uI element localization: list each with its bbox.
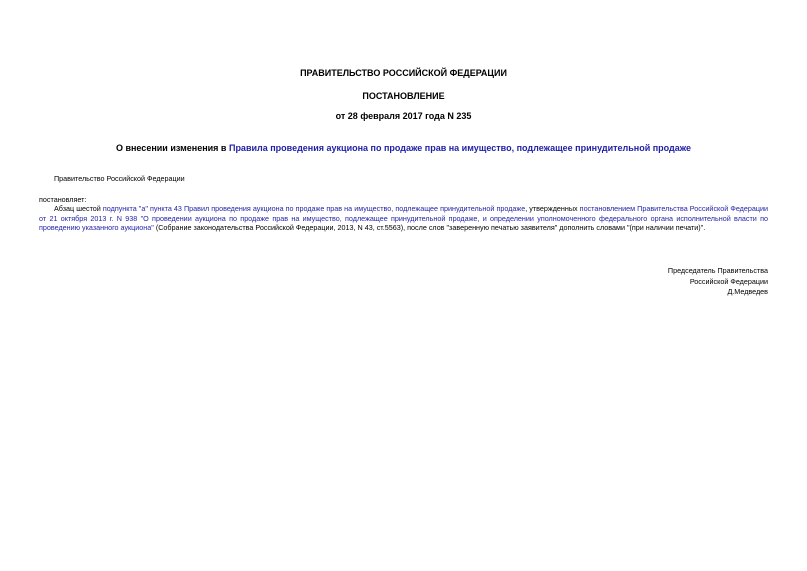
document-org-heading: ПРАВИТЕЛЬСТВО РОССИЙСКОЙ ФЕДЕРАЦИИ bbox=[300, 68, 507, 78]
document-title bbox=[0, 143, 807, 154]
document-type-heading: ПОСТАНОВЛЕНИЕ bbox=[362, 91, 445, 101]
issuer-text: Правительство Российской Федерации bbox=[54, 174, 185, 183]
resolves-text: постановляет: bbox=[39, 195, 87, 204]
signature-country: Российской Федерации bbox=[689, 276, 768, 286]
title-rules-link[interactable]: Правила проведения аукциона по продаже прав на имущество, подлежащее принудительной продаже bbox=[228, 143, 692, 153]
document-date-line: от 28 февраля 2017 года N 235 bbox=[335, 111, 472, 121]
signature-name: Д.Медведев bbox=[727, 287, 768, 296]
signature-position: Председатель Правительства bbox=[667, 266, 768, 275]
para-text-1: Абзац шестой bbox=[54, 204, 103, 213]
decree-link[interactable]: постановлением Правительства Российской Федерации от 21 октября 2013 г. N 938 "О проведении аукциона по продаже прав на имущество, подлежащее принудительной продаже, и определении уполномоченного федерального органа исполнительной власти по проведению указанного аукциона" bbox=[39, 204, 768, 232]
title-prefix: О внесении изменения в bbox=[115, 143, 229, 153]
signature-block bbox=[668, 266, 768, 298]
resolution-paragraph bbox=[39, 204, 768, 233]
para-text-3: (Собрание законодательства Российской Федерации, 2013, N 43, ст.5563), после слов "заверенную печатью заявителя" дополнить словами "(при наличии печати)". bbox=[153, 223, 706, 232]
para-text-2: , утвержденных bbox=[525, 204, 580, 213]
subparagraph-link[interactable]: подпункта "а" пункта 43 Правил проведения аукциона по продаже прав на имущество, подлежащее принудительной продаже bbox=[102, 204, 526, 213]
